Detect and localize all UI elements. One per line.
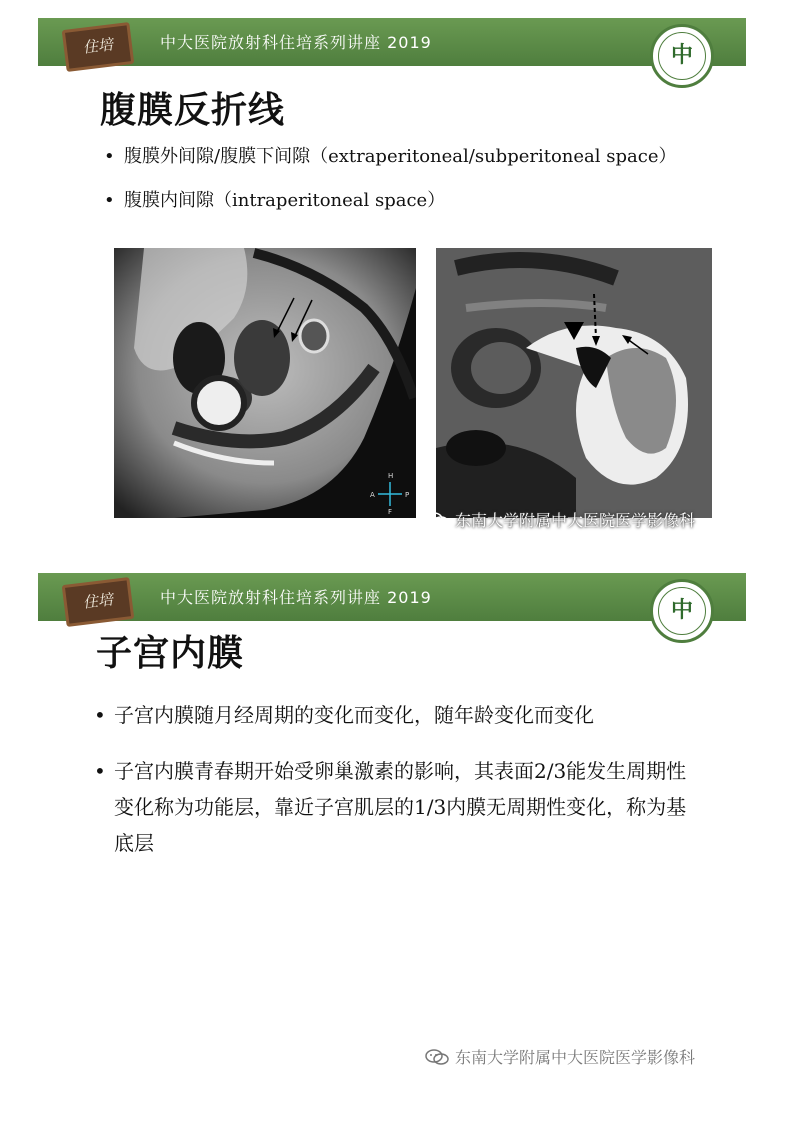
chalkboard-logo: 住培 — [62, 22, 135, 72]
banner-title: 中大医院放射科住培系列讲座 2019 — [160, 588, 432, 607]
banner-title: 中大医院放射科住培系列讲座 2019 — [160, 33, 432, 52]
watermark — [425, 508, 695, 531]
wechat-icon — [425, 512, 449, 528]
chalkboard-logo: 住培 — [62, 577, 135, 627]
slide-peritoneal-reflection — [0, 0, 786, 540]
watermark — [425, 1045, 695, 1068]
hospital-seal: 中 — [650, 24, 714, 88]
svg-text:F: F — [388, 508, 393, 516]
header-banner — [38, 18, 746, 66]
slide-heading: 腹膜反折线 — [100, 90, 286, 131]
bullet-item: • 子宫内膜青春期开始受卵巢激素的影响，其表面2/3能发生周期性变化称为功能层，靠近子宫肌层的1/3内膜无周期性变化，称为基底层 — [114, 753, 704, 861]
header-banner — [38, 573, 746, 621]
wechat-icon — [425, 1049, 449, 1065]
sagittal-mri-left — [114, 248, 416, 518]
watermark-text: 东南大学附属中大医院医学影像科 — [455, 1048, 696, 1067]
sagittal-mri-right — [436, 248, 712, 518]
bullet-item: • 子宫内膜随月经周期的变化而变化，随年龄变化而变化 — [114, 697, 704, 733]
slide-heading: 子宫内膜 — [96, 633, 245, 674]
bullet-list — [124, 144, 676, 232]
svg-text:H: H — [388, 472, 394, 480]
bullet-list — [114, 697, 704, 881]
bullet-item: • 腹膜外间隙/腹膜下间隙（extraperitoneal/subperitoneal space） — [124, 144, 676, 170]
slide-endometrium — [0, 555, 786, 1095]
hospital-seal: 中 — [650, 579, 714, 643]
svg-text:P: P — [405, 491, 410, 499]
bullet-item: • 腹膜内间隙（intraperitoneal space） — [124, 188, 676, 214]
watermark-text: 东南大学附属中大医院医学影像科 — [455, 511, 696, 530]
svg-text:A: A — [370, 491, 375, 499]
